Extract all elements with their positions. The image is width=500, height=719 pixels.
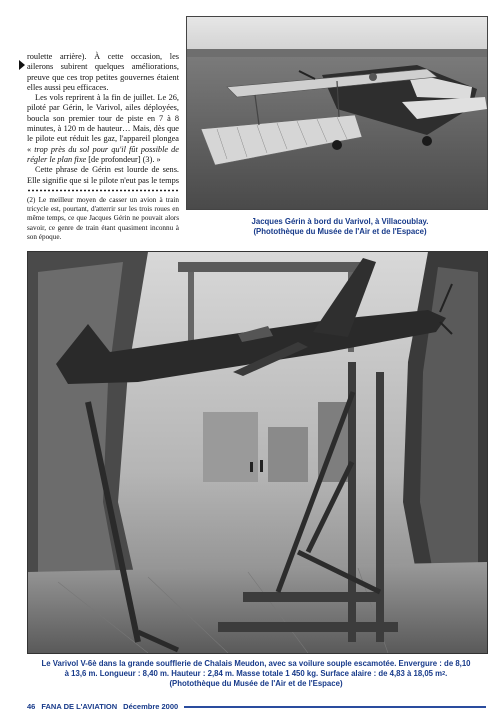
- photo-varivol-villacoublay: [186, 16, 488, 210]
- magazine-title: FANA DE L'AVIATION: [41, 702, 118, 711]
- quote-text: trop près du sol pour qu'il fût possible de régler le plan fixe: [27, 144, 179, 164]
- paragraph-3: Cette phrase de Gérin est lourde de sens. Elle signifie que si le pilote n'eut pas le temps: [27, 165, 179, 185]
- paragraph-1: roulette arrière). À cette occasion, les ailerons subirent quelques améliorations, preuve que ces trop petites gouvernes étaient elles aussi peu efficaces.: [27, 52, 179, 92]
- body-text-column: [27, 52, 179, 186]
- main-photo-caption: Le Varivol V-6è dans la grande soufflerie de Chalais Meudon, avec sa voilure souple escamotée. Envergure : de 8,10 à 13,6 m. Longueur : 8,40 m. Hauteur : 2,84 m. Masse totale 1 450 kg. Surface alaire : de 4,83 à 18,05 $m^2$. (Photothèque du Musée de l'Air et de l'Espace): [41, 659, 471, 689]
- photo-varivol-wind-tunnel: [27, 251, 488, 654]
- page-number: 46: [27, 702, 36, 711]
- page-footer: [27, 701, 486, 712]
- top-photo-caption: Jacques Gérin à bord du Varivol, à Villacoublay. (Photothèque du Musée de l'Air et de l'Espace): [251, 217, 429, 236]
- continuation-arrow-icon: [19, 60, 25, 70]
- paragraph-2: Les vols reprirent à la fin de juillet. Le 26, piloté par Gérin, le Varivol, ailes déployées, boucla son premier tour de piste en 7 à 8 minutes, à 120 m de hauteur… Mais, dès que le pilote eut réduit les gaz, l'appareil plongea « trop près du sol pour qu'il fût possible de régler le plan fixe [de profondeur] (3). »: [27, 93, 179, 164]
- footnote-separator: [27, 189, 179, 192]
- footnote: (2) Le meilleur moyen de casser un avion à train tricycle est, pourtant, d'atterrir sur les trois roues en même temps, ce que Jacques Gérin ne pouvait alors savoir, ce genre de train étant quasiment inconnu à son époque.: [27, 196, 179, 241]
- issue-date: Décembre 2000: [123, 702, 179, 711]
- footer-rule: [184, 706, 486, 708]
